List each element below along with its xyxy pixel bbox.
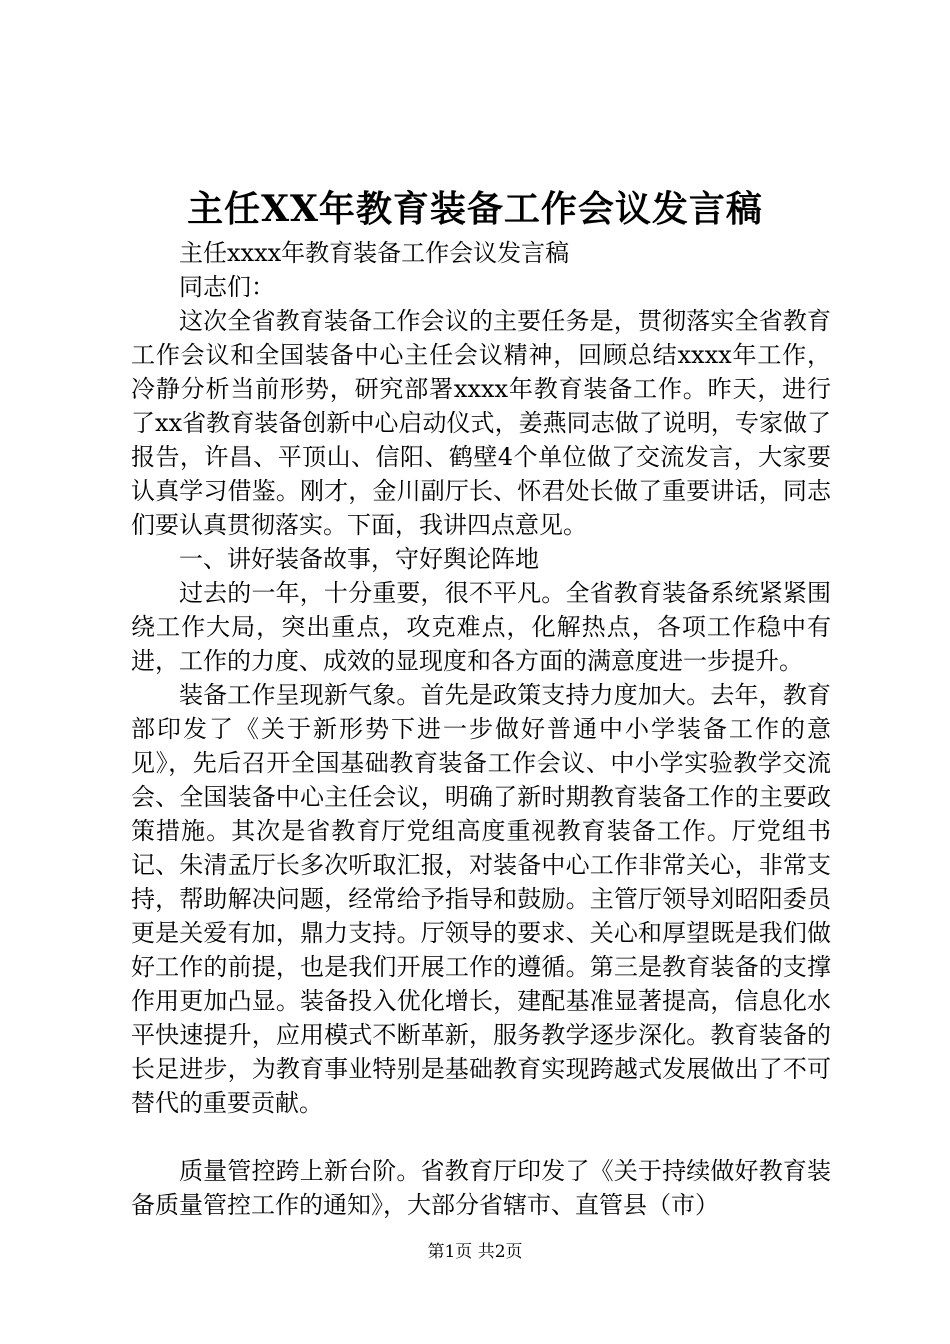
paragraph-subtitle: 主任xxxx年教育装备工作会议发言稿 — [179, 239, 570, 267]
paragraph-salutation: 同志们： — [179, 273, 275, 301]
paragraph-quality: 质量管控跨上新台阶。省教育厅印发了《关于持续做好教育装备质量管控工作的通知》，大部分省辖市、直管县（市） — [131, 1157, 831, 1219]
document-body — [131, 236, 831, 1222]
paragraph-new-look: 装备工作呈现新气象。首先是政策支持力度加大。去年，教育部印发了《关于新形势下进一步做好普通中小学装备工作的意见》，先后召开全国基础教育装备工作会议、中小学实验教学交流会、全国装备中心主任会议，明确了新时期教育装备工作的主要政策措施。其次是省教育厅党组高度重视教育装备工作。厅党组书记、朱清孟厅长多次听取汇报，对装备中心工作非常关心，非常支持，帮助解决问题，经常给予指导和鼓励。主管厅领导刘昭阳委员更是关爱有加，鼎力支持。厅领导的要求、关心和厚望既是我们做好工作的前提，也是我们开展工作的遵循。第三是教育装备的支撑作用更加凸显。装备投入优化增长，建配基准显著提高，信息化水平快速提升，应用模式不断革新，服务教学逐步深化。教育装备的长足进步，为教育事业特别是基础教育实现跨越式发展做出了不可替代的重要贡献。 — [131, 681, 831, 1117]
paragraph-intro: 这次全省教育装备工作会议的主要任务是，贯彻落实全省教育工作会议和全国装备中心主任会议精神，回顾总结xxxx年工作，冷静分析当前形势，研究部署xxxx年教育装备工作。昨天，进行了xx省教育装备创新中心启动仪式，姜燕同志做了说明，专家做了报告，许昌、平顶山、信阳、鹤壁4个单位做了交流发言，大家要认真学习借鉴。刚才，金川副厅长、怀君处长做了重要讲话，同志们要认真贯彻落实。下面，我讲四点意见。 — [131, 307, 831, 539]
document-title: 主任XX年教育装备工作会议发言稿 — [187, 188, 763, 230]
page-number: 第1页 共2页 — [427, 1242, 523, 1262]
section-heading: 一、讲好装备故事，守好舆论阵地 — [179, 545, 539, 573]
paragraph-review: 过去的一年，十分重要，很不平凡。全省教育装备系统紧紧围绕工作大局，突出重点，攻克难点，化解热点，各项工作稳中有进，工作的力度、成效的显现度和各方面的满意度进一步提升。 — [131, 579, 831, 675]
